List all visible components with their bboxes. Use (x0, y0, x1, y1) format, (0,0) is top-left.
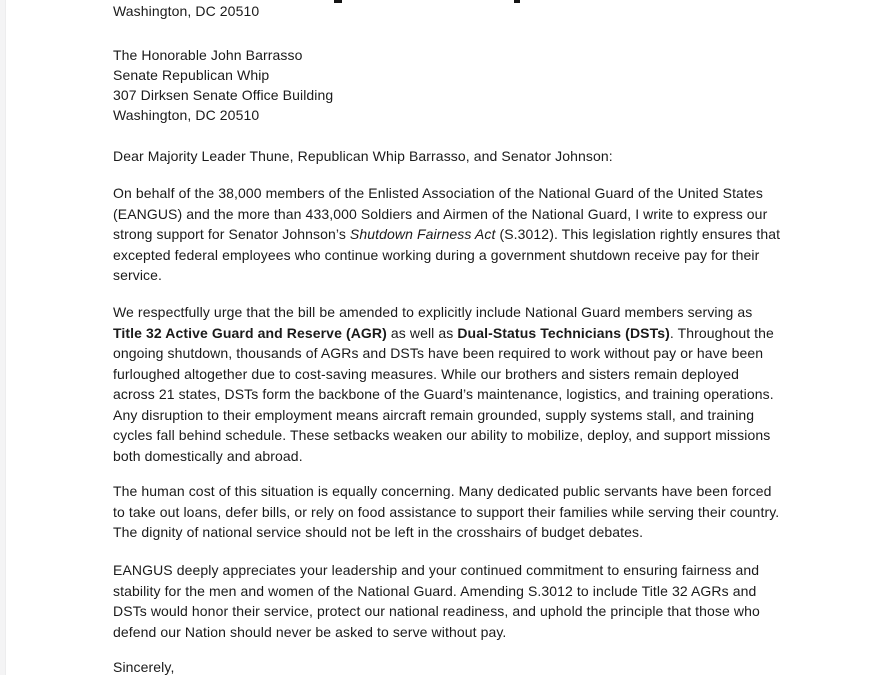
body-text: We respectfully urge that the bill be amended to explicitly include National Guard members serving as (113, 304, 753, 320)
body-paragraph-2 (113, 302, 783, 466)
recipient-address-partial-line: Washington, DC 20510 (113, 3, 260, 19)
address-line: Washington, DC 20510 (113, 107, 260, 123)
viewer-left-gutter (0, 0, 6, 675)
address-line: The Honorable John Barrasso (113, 47, 303, 63)
body-text: (S.3012). This legislation rightly ensures that excepted federal employees who continue working during a government shutdown receive pay for their service. (113, 226, 781, 283)
body-text: EANGUS deeply appreciates your leadership and your continued commitment to ensuring fairness and stability for the men and women of the National Guard. Amending S.3012 to include Title 32 AGRs and DSTs would honor their service, protect our national readiness, and uphold the principle that those who defend our Nation should never be asked to serve without pay. (113, 562, 760, 640)
body-paragraph-1 (113, 183, 783, 286)
body-paragraph-3 (113, 481, 783, 543)
recipient-address-block (113, 45, 333, 125)
body-paragraph-4 (113, 560, 783, 642)
address-line: Senate Republican Whip (113, 67, 270, 83)
clipped-text-fragment (514, 0, 520, 3)
body-text: . Throughout the ongoing shutdown, thousands of AGRs and DSTs have been required to work without pay or have been furloughed altogether due to cost-saving measures. While our brothers and sisters remain deployed across 21 states, DSTs form the backbone of the Guard’s maintenance, logistics, and training operations. Any disruption to their employment means aircraft remain grounded, supply systems stall, and training cycles fall behind schedule. These setbacks weaken our ability to mobilize, deploy, and support missions both domestically and abroad. (113, 324, 774, 464)
body-text: On behalf of the 38,000 members of the Enlisted Association of the National Guard of the United States (EANGUS) and the more than 433,000 Soldiers and Airmen of the National Guard, I write to express our strong support for Senator Johnson’s (113, 185, 768, 242)
address-line: 307 Dirksen Senate Office Building (113, 87, 334, 103)
clipped-text-fragment (334, 0, 342, 3)
closing-line: Sincerely, (113, 659, 175, 675)
body-text: The human cost of this situation is equally concerning. Many dedicated public servants have been forced to take out loans, defer bills, or rely on food assistance to support their families while serving their country. The dignity of national service should not be left in the crosshairs of budget debates. (113, 483, 780, 540)
bold-text: Title 32 Active Guard and Reserve (AGR) (113, 324, 387, 341)
body-text: as well as (386, 324, 458, 341)
salutation-line: Dear Majority Leader Thune, Republican Whip Barrasso, and Senator Johnson: (113, 148, 613, 164)
bold-text: Dual-Status Technicians (DSTs) (457, 324, 670, 341)
italic-text: Shutdown Fairness Act (349, 226, 496, 242)
